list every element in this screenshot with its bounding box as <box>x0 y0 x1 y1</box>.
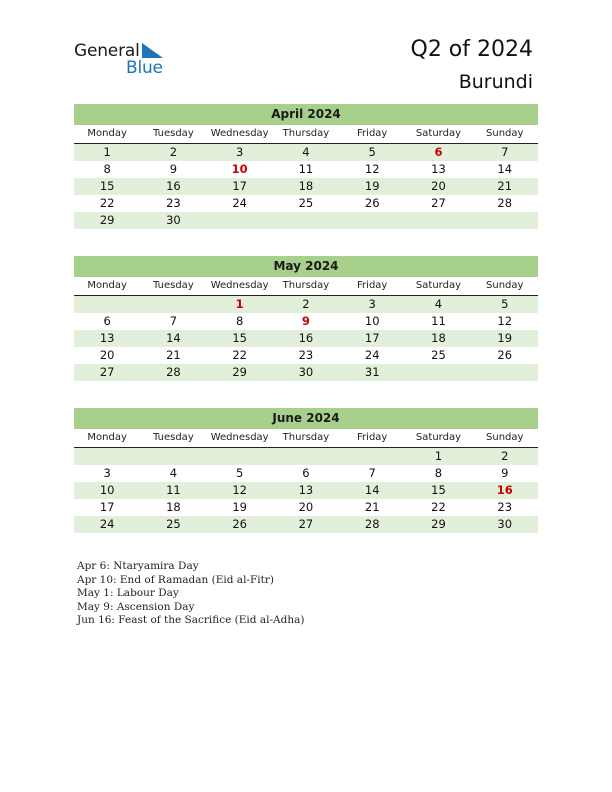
week-row <box>74 516 538 533</box>
month-june <box>74 408 538 533</box>
day-cell: 11 <box>431 314 446 328</box>
holiday-note: May 9: Ascension Day <box>77 600 195 613</box>
day-cell: 20 <box>99 348 115 362</box>
country-name: Burundi <box>458 71 533 93</box>
day-cell: 12 <box>364 162 380 176</box>
day-cell: 11 <box>298 162 314 176</box>
day-cell: 19 <box>232 500 247 514</box>
day-cell: 23 <box>298 348 314 362</box>
empty-day-cell <box>273 212 339 229</box>
day-cell: 5 <box>501 297 509 311</box>
day-cell: 20 <box>431 179 446 193</box>
holiday-notes <box>77 560 304 628</box>
day-cell: 24 <box>99 517 115 531</box>
weekday-label: Friday <box>357 280 388 291</box>
holiday-note: Apr 10: End of Ramadan (Eid al-Fitr) <box>77 573 274 586</box>
day-cell: 29 <box>232 365 247 379</box>
day-cell: 22 <box>232 348 247 362</box>
brand-logo <box>74 41 174 81</box>
empty-day-cell <box>472 212 538 229</box>
day-cell: 22 <box>431 500 446 514</box>
day-cell: 15 <box>99 179 115 193</box>
day-cell: 29 <box>99 213 115 227</box>
day-cell: 23 <box>166 196 181 210</box>
day-cell: 18 <box>431 331 446 345</box>
day-cell: 9 <box>301 314 310 328</box>
day-cell: 10 <box>99 483 115 497</box>
week-row <box>74 448 538 465</box>
week-row <box>74 313 538 330</box>
day-cell: 14 <box>166 331 181 345</box>
day-cell: 6 <box>434 145 443 159</box>
weekday-label: Monday <box>87 432 127 443</box>
week-row <box>74 482 538 499</box>
weekday-label: Saturday <box>415 432 461 443</box>
day-cell: 27 <box>431 196 446 210</box>
day-cell: 2 <box>501 449 509 463</box>
week-row <box>74 178 538 195</box>
day-cell: 24 <box>232 196 247 210</box>
day-cell: 4 <box>169 466 178 480</box>
day-cell: 17 <box>364 331 380 345</box>
day-cell: 13 <box>431 162 446 176</box>
day-cell: 24 <box>364 348 380 362</box>
day-cell: 4 <box>302 145 310 159</box>
day-cell: 9 <box>501 466 509 480</box>
day-cell: 13 <box>99 331 115 345</box>
empty-day-cell <box>140 448 206 465</box>
day-cell: 1 <box>235 297 244 311</box>
weekday-label: Thursday <box>282 128 330 139</box>
day-cell: 26 <box>497 348 513 362</box>
holiday-note: Jun 16: Feast of the Sacrifice (Eid al-Adha) <box>77 614 305 627</box>
empty-day-cell <box>339 212 405 229</box>
week-row <box>74 161 538 178</box>
empty-day-cell <box>405 212 471 229</box>
empty-day-cell <box>74 296 140 313</box>
month-april <box>74 104 538 229</box>
day-cell: 17 <box>232 179 247 193</box>
weekday-label: Friday <box>357 432 388 443</box>
logo-text-blue: Blue <box>126 58 163 78</box>
week-row <box>74 499 538 516</box>
logo-triangle-icon <box>142 43 164 59</box>
day-cell: 13 <box>298 483 314 497</box>
day-cell: 17 <box>99 500 115 514</box>
weekday-label: Tuesday <box>153 432 194 443</box>
weekday-label: Wednesday <box>210 128 269 139</box>
month-title: April 2024 <box>74 104 538 125</box>
day-cell: 4 <box>434 297 443 311</box>
day-cell: 3 <box>236 145 244 159</box>
week-row <box>74 144 538 161</box>
day-cell: 19 <box>497 331 513 345</box>
week-row <box>74 296 538 313</box>
day-cell: 28 <box>497 196 513 210</box>
day-cell: 26 <box>364 196 380 210</box>
weekday-label: Friday <box>357 128 388 139</box>
day-cell: 15 <box>232 331 247 345</box>
weekday-header-row <box>74 125 538 144</box>
day-cell: 20 <box>298 500 314 514</box>
weekday-label: Thursday <box>282 432 330 443</box>
weekday-label: Saturday <box>415 280 461 291</box>
day-cell: 2 <box>169 145 178 159</box>
day-cell: 21 <box>497 179 513 193</box>
day-cell: 28 <box>166 365 181 379</box>
week-row <box>74 465 538 482</box>
day-cell: 10 <box>364 314 380 328</box>
day-cell: 7 <box>368 466 376 480</box>
day-cell: 18 <box>298 179 314 193</box>
weekday-label: Sunday <box>486 280 524 291</box>
day-cell: 2 <box>302 297 310 311</box>
day-cell: 16 <box>298 331 314 345</box>
empty-day-cell <box>140 296 206 313</box>
day-cell: 9 <box>169 162 178 176</box>
holiday-note: May 1: Labour Day <box>77 587 179 600</box>
day-cell: 1 <box>103 145 111 159</box>
empty-day-cell <box>207 212 273 229</box>
day-cell: 14 <box>497 162 513 176</box>
empty-day-cell <box>472 364 538 381</box>
weekday-label: Wednesday <box>210 432 269 443</box>
day-cell: 8 <box>434 466 443 480</box>
day-cell: 10 <box>231 162 248 176</box>
day-cell: 6 <box>302 466 310 480</box>
day-cell: 19 <box>364 179 380 193</box>
day-cell: 16 <box>166 179 181 193</box>
day-cell: 5 <box>368 145 376 159</box>
week-row <box>74 212 538 229</box>
day-cell: 27 <box>99 365 115 379</box>
day-cell: 8 <box>236 314 244 328</box>
empty-day-cell <box>74 448 140 465</box>
day-cell: 21 <box>364 500 380 514</box>
page-title: Q2 of 2024 <box>410 37 533 62</box>
day-cell: 14 <box>364 483 380 497</box>
day-cell: 30 <box>298 365 314 379</box>
weekday-label: Sunday <box>486 432 524 443</box>
day-cell: 25 <box>298 196 314 210</box>
month-title: May 2024 <box>74 256 538 277</box>
day-cell: 1 <box>434 449 443 463</box>
day-cell: 3 <box>368 297 376 311</box>
day-cell: 22 <box>99 196 115 210</box>
day-cell: 28 <box>364 517 380 531</box>
empty-day-cell <box>339 448 405 465</box>
day-cell: 16 <box>496 483 513 497</box>
week-row <box>74 195 538 212</box>
weekday-label: Tuesday <box>153 128 194 139</box>
day-cell: 6 <box>103 314 111 328</box>
weekday-label: Tuesday <box>153 280 194 291</box>
weekday-header-row <box>74 277 538 296</box>
logo-text-general: General <box>74 41 140 61</box>
day-cell: 8 <box>103 162 111 176</box>
week-row <box>74 347 538 364</box>
weekday-label: Monday <box>87 128 127 139</box>
day-cell: 25 <box>166 517 181 531</box>
day-cell: 30 <box>497 517 513 531</box>
weekday-header-row <box>74 429 538 448</box>
day-cell: 29 <box>431 517 446 531</box>
empty-day-cell <box>273 448 339 465</box>
week-row <box>74 364 538 381</box>
weekday-label: Wednesday <box>210 280 269 291</box>
day-cell: 21 <box>166 348 181 362</box>
weekday-label: Sunday <box>486 128 524 139</box>
day-cell: 5 <box>236 466 244 480</box>
holiday-note: Apr 6: Ntaryamira Day <box>77 560 199 572</box>
day-cell: 27 <box>298 517 314 531</box>
weekday-label: Monday <box>87 280 127 291</box>
day-cell: 7 <box>169 314 178 328</box>
day-cell: 31 <box>364 365 380 379</box>
day-cell: 18 <box>166 500 181 514</box>
day-cell: 7 <box>501 145 509 159</box>
empty-day-cell <box>207 448 273 465</box>
day-cell: 3 <box>103 466 111 480</box>
month-title: June 2024 <box>74 408 538 429</box>
empty-day-cell <box>405 364 471 381</box>
day-cell: 23 <box>497 500 513 514</box>
weekday-label: Thursday <box>282 280 330 291</box>
week-row <box>74 330 538 347</box>
day-cell: 12 <box>232 483 247 497</box>
month-may <box>74 256 538 381</box>
day-cell: 11 <box>166 483 181 497</box>
day-cell: 15 <box>431 483 446 497</box>
day-cell: 12 <box>497 314 513 328</box>
day-cell: 26 <box>232 517 247 531</box>
weekday-label: Saturday <box>415 128 461 139</box>
day-cell: 30 <box>166 213 181 227</box>
day-cell: 25 <box>431 348 446 362</box>
